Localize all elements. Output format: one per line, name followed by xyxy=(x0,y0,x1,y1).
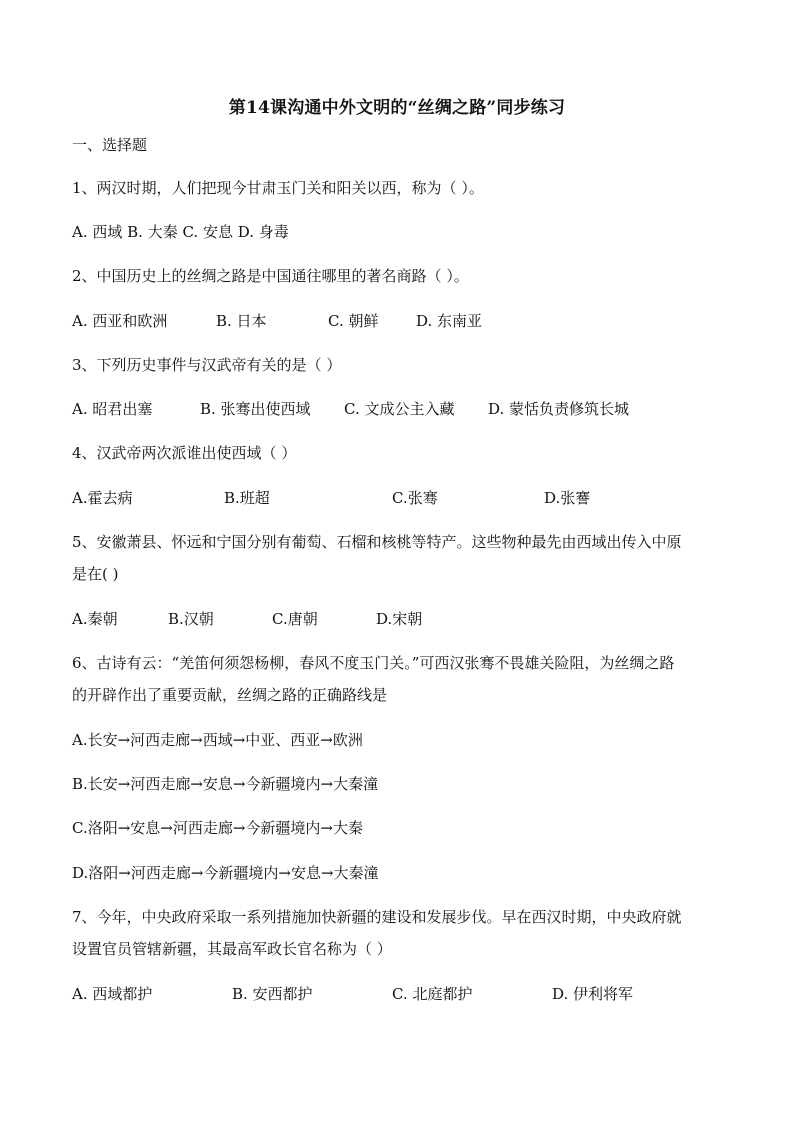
question-5-option-c: C.唐朝 xyxy=(272,610,318,628)
question-1-options: A. 西域 B. 大秦 C. 安息 D. 身毒 xyxy=(72,223,289,241)
question-2-option-c: C. 朝鲜 xyxy=(328,312,379,330)
question-6-option-c: C.洛阳→安息→河西走廊→今新疆境内→大秦 xyxy=(72,819,363,837)
section-heading: 一、选择题 xyxy=(72,136,148,154)
question-4-option-c: C.张骞 xyxy=(392,489,438,507)
question-6-stem-line-1: 6、古诗有云：“羌笛何须怨杨柳，春风不度玉门关。”可西汉张骞不畏雄关险阻，为丝绸之路 xyxy=(72,654,675,672)
question-6-option-d: D.洛阳→河西走廊→今新疆境内→安息→大秦潼 xyxy=(72,864,379,882)
question-1-stem: 1、两汉时期，人们把现今甘肃玉门关和阳关以西，称为（ ）。 xyxy=(72,179,484,197)
question-4-option-d: D.张謇 xyxy=(544,489,591,507)
page-title: 第14课沟通中外文明的“丝绸之路”同步练习 xyxy=(228,98,566,118)
question-5-option-b: B.汉朝 xyxy=(168,610,214,628)
question-7-option-c: C. 北庭都护 xyxy=(392,985,473,1003)
question-2-option-b: B. 日本 xyxy=(216,312,267,330)
question-3-option-d: D. 蒙恬负责修筑长城 xyxy=(488,400,630,418)
question-5-option-a: A.秦朝 xyxy=(72,610,118,628)
question-3-stem: 3、下列历史事件与汉武帝有关的是（ ） xyxy=(72,356,342,374)
question-7-option-d: D. 伊利将军 xyxy=(552,985,634,1003)
question-7-option-b: B. 安西都护 xyxy=(232,985,313,1003)
question-5-option-d: D.宋朝 xyxy=(376,610,423,628)
question-2-option-d: D. 东南亚 xyxy=(416,312,483,330)
question-2-option-a: A. 西亚和欧洲 xyxy=(72,312,168,330)
question-3-option-a: A. 昭君出塞 xyxy=(72,400,153,418)
question-5-stem-line-2: 是在( ) xyxy=(72,565,119,583)
question-6-stem-line-2: 的开辟作出了重要贡献，丝绸之路的正确路线是 xyxy=(72,686,388,704)
question-2-stem: 2、中国历史上的丝绸之路是中国通往哪里的著名商路（ ）。 xyxy=(72,267,469,285)
question-4-option-b: B.班超 xyxy=(224,489,270,507)
question-6-option-a: A.长安→河西走廊→西域→中亚、西亚→欧洲 xyxy=(72,731,363,749)
question-3-option-c: C. 文成公主入藏 xyxy=(344,400,455,418)
question-6-option-b: B.长安→河西走廊→安息→今新疆境内→大秦潼 xyxy=(72,775,379,793)
question-4-option-a: A.霍去病 xyxy=(72,489,133,507)
question-3-option-b: B. 张骞出使西域 xyxy=(200,400,311,418)
question-4-stem: 4、汉武帝两次派谁出使西域（ ） xyxy=(72,444,297,462)
question-7-stem-line-2: 设置官员管辖新疆，其最高军政长官名称为（ ） xyxy=(72,940,392,958)
question-7-stem-line-1: 7、今年，中央政府采取一系列措施加快新疆的建设和发展步伐。早在西汉时期，中央政府就 xyxy=(72,908,682,926)
question-5-stem-line-1: 5、安徽萧县、怀远和宁国分别有葡萄、石榴和核桃等特产。这些物种最先由西域出传入中原 xyxy=(72,533,682,551)
question-7-option-a: A. 西域都护 xyxy=(72,985,153,1003)
